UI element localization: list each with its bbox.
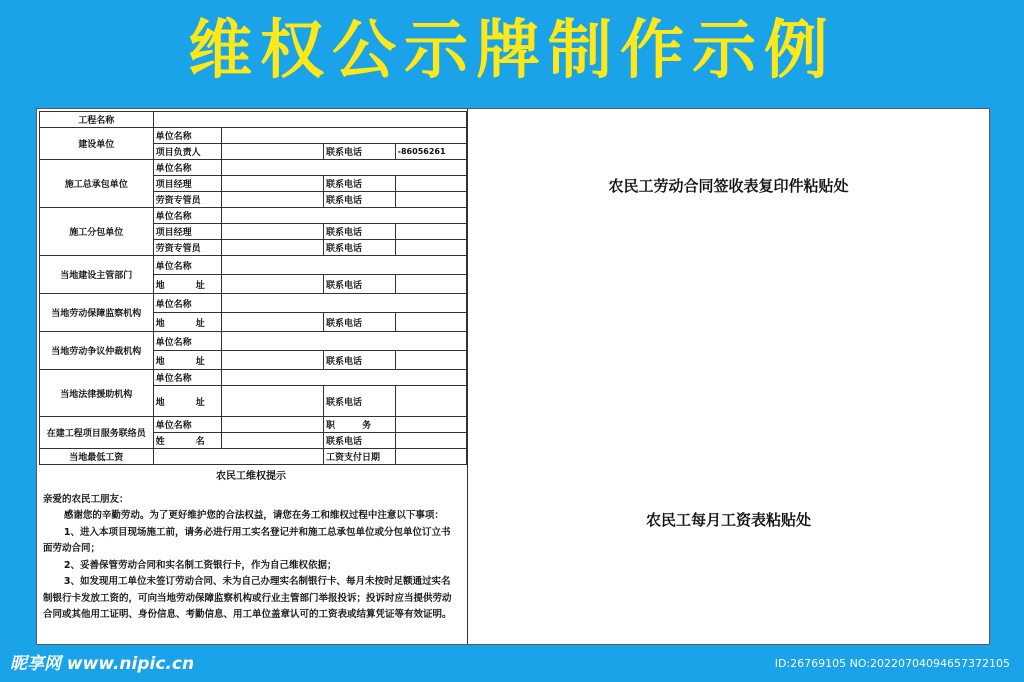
contact-phone-value[interactable] (395, 224, 466, 240)
labor-manager-label: 劳资专管员 (153, 192, 221, 208)
watermark-logo: 昵享网 www.nipic.cn (10, 654, 195, 674)
project-manager-label: 项目经理 (153, 224, 221, 240)
contact-phone-value[interactable]: -86056261 (395, 144, 466, 160)
unit-name-label: 单位名称 (153, 256, 221, 275)
unit-name-value[interactable] (221, 128, 466, 144)
contact-phone-label: 联系电话 (324, 351, 396, 370)
project-leader-label: 项目负责人 (153, 144, 221, 160)
address-value[interactable] (221, 386, 323, 417)
address-value[interactable] (221, 313, 323, 332)
paste-panel (468, 109, 989, 644)
contact-phone-value[interactable] (395, 313, 466, 332)
unit-name-label: 单位名称 (153, 128, 221, 144)
table-row (40, 128, 467, 144)
contact-phone-label: 联系电话 (324, 192, 396, 208)
table-row (40, 294, 467, 313)
contact-phone-label: 联系电话 (324, 240, 396, 256)
labor-manager-label: 劳资专管员 (153, 240, 221, 256)
contact-phone-label: 联系电话 (324, 433, 396, 449)
contact-phone-label: 联系电话 (324, 386, 396, 417)
notice-item-1: 1、进入本项目现场施工前，请务必进行用工实名登记并和施工总承包单位或分包单位订立书面劳动合同； (43, 526, 451, 554)
notice-item-3: 3、如发现用工单位未签订劳动合同、未为自己办理实名制银行卡、每月未按时足额通过实名制银行卡发放工资的，可向当地劳动保障监察机构或行业主管部门举报投诉；投诉时应当提供劳动合同或其他用工证明、身份信息、考勤信息、用工单位盖章认可的工资表或结算凭证等有效证明。 (43, 576, 452, 620)
table-row (40, 370, 467, 386)
position-value[interactable] (395, 417, 466, 433)
project-name-value[interactable] (153, 112, 466, 128)
table-row (40, 449, 467, 465)
unit-name-label: 单位名称 (153, 417, 221, 433)
notice-title: 农民工维权提示 (216, 471, 286, 482)
address-label: 地 址 (153, 351, 221, 370)
person-name-value[interactable] (221, 433, 323, 449)
unit-name-value[interactable] (221, 332, 466, 351)
min-wage-label: 当地最低工资 (40, 449, 154, 465)
table-row (40, 417, 467, 433)
table-row (40, 332, 467, 351)
notice-board (36, 108, 990, 645)
general-contractor-label: 施工总承包单位 (40, 160, 154, 208)
contact-phone-label: 联系电话 (324, 224, 396, 240)
arbitration-label: 当地劳动争议仲裁机构 (40, 332, 154, 370)
labor-inspection-label: 当地劳动保障监察机构 (40, 294, 154, 332)
unit-name-value[interactable] (221, 256, 466, 275)
info-table (39, 111, 467, 465)
legal-aid-label: 当地法律援助机构 (40, 370, 154, 417)
min-wage-value[interactable] (153, 449, 323, 465)
project-manager-value[interactable] (221, 224, 323, 240)
notice-greeting: 亲爱的农民工朋友： (43, 493, 129, 505)
unit-name-label: 单位名称 (153, 294, 221, 313)
image-id-label: ID:26769105 NO:20220704094657372105 (774, 657, 1010, 670)
construction-unit-label: 建设单位 (40, 128, 154, 160)
unit-name-value[interactable] (221, 208, 466, 224)
person-name-label: 姓 名 (153, 433, 221, 449)
contact-phone-value[interactable] (395, 176, 466, 192)
pay-date-value[interactable] (395, 449, 466, 465)
project-manager-label: 项目经理 (153, 176, 221, 192)
contact-phone-value[interactable] (395, 386, 466, 417)
table-row (40, 208, 467, 224)
unit-name-label: 单位名称 (153, 370, 221, 386)
liaison-label: 在建工程项目服务联络员 (40, 417, 154, 449)
labor-manager-value[interactable] (221, 192, 323, 208)
address-value[interactable] (221, 351, 323, 370)
table-row (40, 112, 467, 128)
contact-phone-label: 联系电话 (324, 313, 396, 332)
address-label: 地 址 (153, 386, 221, 417)
unit-name-label: 单位名称 (153, 160, 221, 176)
unit-name-value[interactable] (221, 370, 466, 386)
unit-name-label: 单位名称 (153, 332, 221, 351)
labor-manager-value[interactable] (221, 240, 323, 256)
construction-authority-label: 当地建设主管部门 (40, 256, 154, 294)
rights-notice (43, 469, 459, 624)
address-label: 地 址 (153, 313, 221, 332)
subcontractor-label: 施工分包单位 (40, 208, 154, 256)
contract-paste-area-label: 农民工劳动合同签收表复印件粘贴处 (608, 177, 849, 195)
contact-phone-label: 联系电话 (324, 176, 396, 192)
position-label: 职 务 (324, 417, 396, 433)
contact-phone-value[interactable] (395, 275, 466, 294)
banner-title: 维权公示牌制作示例 (188, 14, 836, 88)
notice-intro: 感谢您的辛勤劳动。为了更好维护您的合法权益，请您在务工和维权过程中注意以下事项： (63, 510, 444, 521)
address-label: 地 址 (153, 275, 221, 294)
unit-name-value[interactable] (221, 417, 323, 433)
project-name-label: 工程名称 (40, 112, 154, 128)
unit-name-label: 单位名称 (153, 208, 221, 224)
contact-phone-value[interactable] (395, 433, 466, 449)
address-value[interactable] (221, 275, 323, 294)
payroll-paste-area-label: 农民工每月工资表粘贴处 (645, 511, 811, 529)
table-row (40, 256, 467, 275)
table-row (40, 160, 467, 176)
unit-name-value[interactable] (221, 294, 466, 313)
info-panel (37, 109, 468, 644)
contact-phone-value[interactable] (395, 240, 466, 256)
project-leader-value[interactable] (221, 144, 323, 160)
contact-phone-label: 联系电话 (324, 144, 396, 160)
unit-name-value[interactable] (221, 160, 466, 176)
notice-item-2: 2、妥善保管劳动合同和实名制工资银行卡，作为自己维权依据； (63, 559, 337, 571)
contact-phone-value[interactable] (395, 192, 466, 208)
pay-date-label: 工资支付日期 (324, 449, 396, 465)
contact-phone-value[interactable] (395, 351, 466, 370)
contact-phone-label: 联系电话 (324, 275, 396, 294)
project-manager-value[interactable] (221, 176, 323, 192)
